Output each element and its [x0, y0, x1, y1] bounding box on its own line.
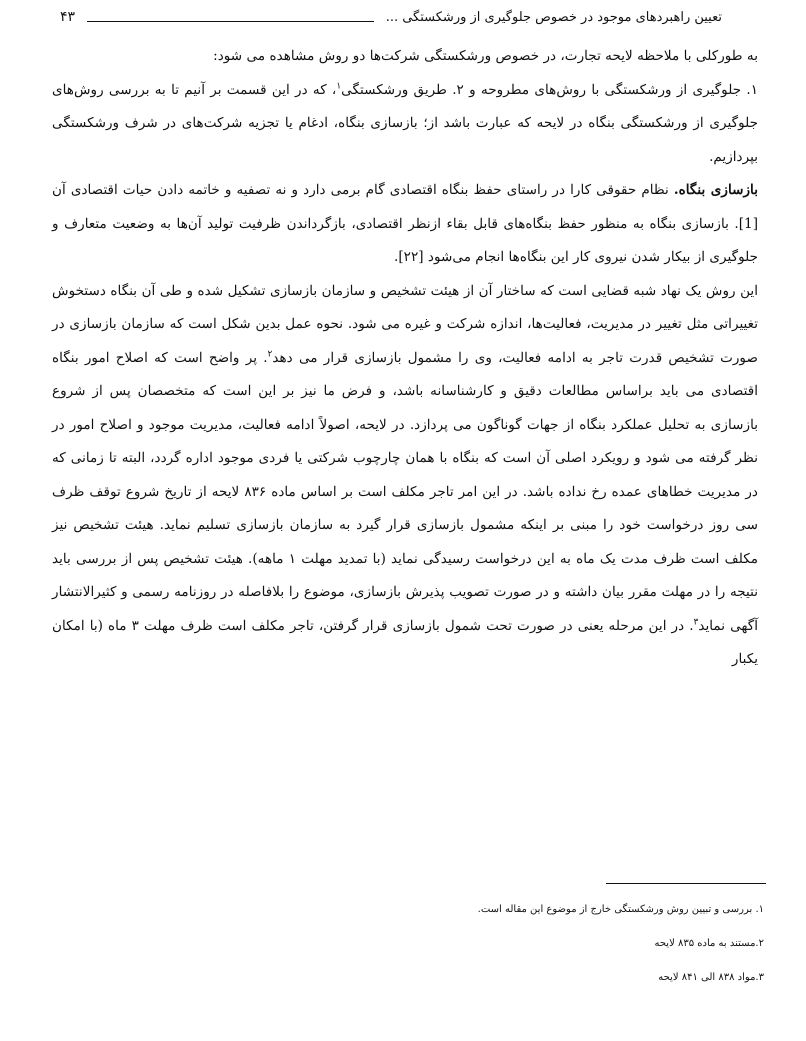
paragraph-procedure-text-3: . در این مرحله یعنی در صورت تحت شمول بازسازی قرار گرفتن، تاجر مکلف است ظرف مهلت ۳ ماه (با امکان یکبار	[52, 617, 758, 667]
paragraph-methods-text-2: ، که در این قسمت بر آنیم تا به بررسی روش‌های جلوگیری از ورشکستگی بنگاه در لایحه که عبارت باشد از؛ بازسازی بنگاه، ادغام یا تجزیه شرکت‌های در شرف ورشکستگی بپردازیم.	[52, 81, 758, 165]
footnote-ref-2: ۲	[267, 348, 273, 359]
running-title: تعیین راهبردهای موجود در خصوص جلوگیری از ورشکستگی ...	[385, 9, 722, 25]
header-rule	[87, 21, 374, 22]
footnote-2: ۲.مستند به ماده ۸۳۵ لایحه	[654, 938, 764, 949]
footnote-ref-3: ۳	[693, 616, 699, 627]
paragraph-procedure-text-2: . پر واضح است که اصلاح امور بنگاه اقتصادی می باید براساس مطالعات دقیق و کارشناسانه باشد، و فرض ما نیز بر این است که متخصصان پس از شروع بازسازی به تحلیل عملکرد بنگاه از جهات گوناگون می پردازد. در لایحه، اصولاً ادامه فعالیت، مدیریت موجود و اصلاح امور در نظر گرفته می شود و رویکرد اصلی آن است که بنگاه با همان چارچوب شرکتی یا فردی موجود اداره گردد، البته تا زمانی که در مدیریت خطاهای عمده رخ نداده باشد. در این امر تاجر مکلف است بر اساس ماده ۸۳۶ لایحه از تاریخ شروع توقف ظرف سی روز درخواست خود را مبنی بر اینکه مشمول بازسازی قرار گیرد به سازمان بازسازی تسلیم نماید. هیئت تشخیص نیز مکلف است ظرف مدت یک ماه به این درخواست رسیدگی نماید (با تمدید مهلت ۱ ماهه). هیئت تشخیص پس از بررسی باید نتیجه را در مهلت مقرر بیان داشته و در صورت تصویب پذیرش بازسازی، موضوع را بلافاصله در روزنامه رسمی و کثیرالانتشار آگهی نماید	[52, 349, 758, 634]
paragraph-intro	[52, 40, 758, 74]
restructuring-heading: بازسازی بنگاه.	[673, 182, 758, 198]
paragraph-methods	[52, 74, 758, 175]
body-text	[52, 40, 758, 677]
running-header	[60, 6, 722, 28]
paragraph-methods-text-1: ۱. جلوگیری از ورشکستگی با روش‌های مطروحه و ۲. طریق ورشکستگی	[341, 81, 758, 98]
paragraph-procedure	[52, 275, 758, 677]
paragraph-restructuring	[52, 174, 758, 275]
paragraph-intro-text: به طورکلی با ملاحظه لایحه تجارت، در خصوص ورشکستگی شرکت‌ها دو روش مشاهده می شود:	[213, 48, 758, 64]
page-number: ۴۳	[60, 9, 76, 25]
paragraph-procedure-text-1: این روش یک نهاد شبه قضایی است که ساختار آن از هیئت تشخیص و سازمان بازسازی تشکیل شده و طی آن بنگاه دستخوش تغییراتی مثل تغییر در مدیریت، فعالیت‌ها، اندازه شرکت و غیره می شود. نحوه عمل بدین شکل است که سازمان بازسازی در صورت تشخیص قدرت تاجر به ادامه فعالیت، وی را مشمول بازسازی قرار می دهد	[52, 282, 758, 366]
paragraph-restructuring-text: نظام حقوقی کارا در راستای حفظ بنگاه اقتصادی گام برمی دارد و نه تصفیه و خاتمه دادن حیات اقتصادی آن [1]. بازسازی بنگاه به منظور حفظ بنگاه‌های قابل بقاء ازنظر اقتصادی، بازگرداندن ظرفیت تولید آن‌ها به وضعیت متعارف و جلوگیری از بیکار شدن نیروی کار این بنگاه‌ها انجام می‌شود [۲۲].	[52, 182, 758, 265]
footnotes	[200, 893, 764, 995]
footnote-1: ۱. بررسی و تبیین روش ورشکستگی خارج از موضوع این مقاله است.	[477, 904, 764, 915]
footnote-3: ۳.مواد ۸۳۸ الی ۸۴۱ لایحه	[658, 972, 764, 983]
footnote-separator	[606, 883, 766, 884]
footnote-ref-1: ۱	[336, 80, 342, 91]
